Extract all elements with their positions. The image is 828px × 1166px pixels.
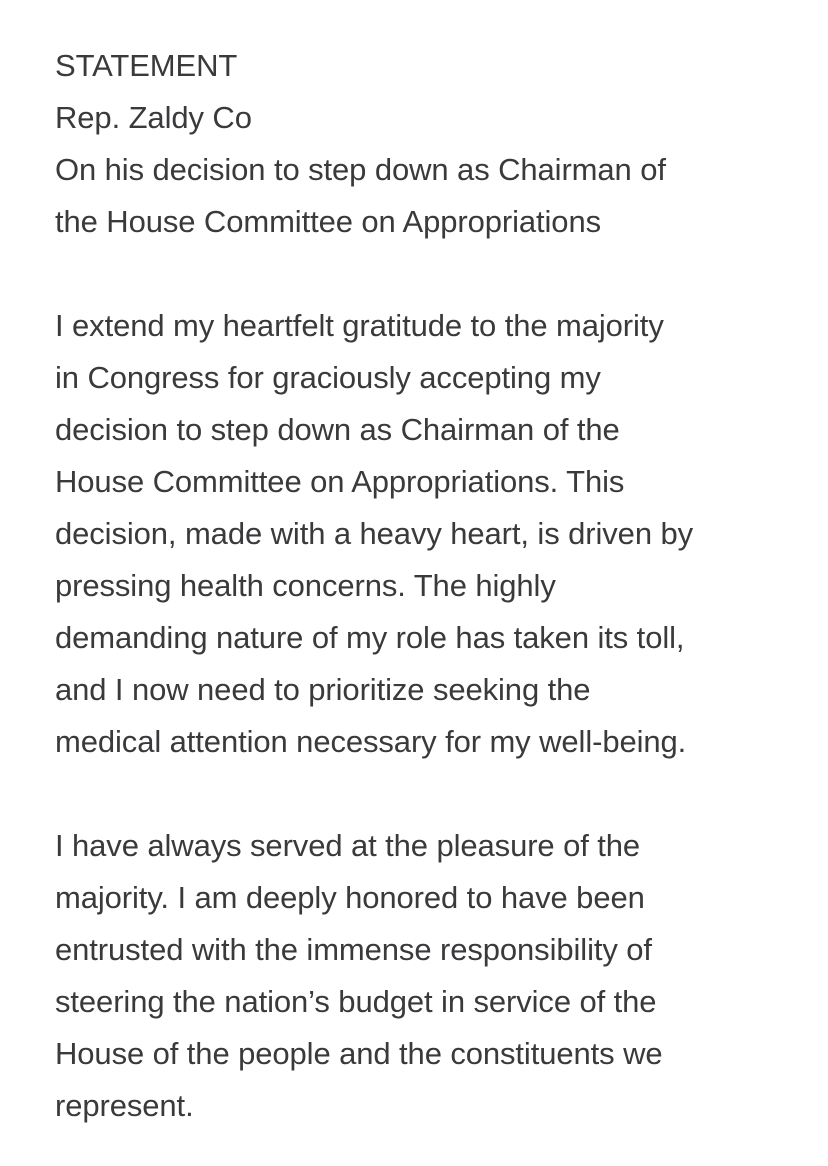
paragraph-line: and I now need to prioritize seeking the <box>55 672 591 707</box>
paragraph-line: House Committee on Appropriations. This <box>55 464 625 499</box>
paragraph-line: pressing health concerns. The highly <box>55 568 556 603</box>
paragraph-spacer <box>55 248 815 300</box>
paragraph-line: House of the people and the constituents we <box>55 1036 663 1071</box>
subject-line: the House Committee on Appropriations <box>55 204 601 239</box>
paragraph-line: entrusted with the immense responsibility of <box>55 932 652 967</box>
statement-label: STATEMENT <box>55 48 238 83</box>
paragraph-line: I extend my heartfelt gratitude to the majority <box>55 308 664 343</box>
paragraph-line: decision, made with a heavy heart, is driven by <box>55 516 694 551</box>
statement-document <box>55 40 815 1132</box>
paragraph-line: I have always served at the pleasure of the <box>55 828 641 863</box>
paragraph-line: medical attention necessary for my well-being. <box>55 724 687 759</box>
paragraph-gratitude <box>55 300 815 768</box>
paragraph-service <box>55 820 815 1132</box>
paragraph-line: decision to step down as Chairman of the <box>55 412 620 447</box>
paragraph-spacer <box>55 768 815 820</box>
paragraph-line: steering the nation’s budget in service of the <box>55 984 657 1019</box>
subject-line: On his decision to step down as Chairman of <box>55 152 666 187</box>
author-name: Rep. Zaldy Co <box>55 100 252 135</box>
paragraph-line: demanding nature of my role has taken its toll, <box>55 620 685 655</box>
paragraph-line: majority. I am deeply honored to have been <box>55 880 645 915</box>
paragraph-line: represent. <box>55 1088 194 1123</box>
paragraph-line: in Congress for graciously accepting my <box>55 360 601 395</box>
